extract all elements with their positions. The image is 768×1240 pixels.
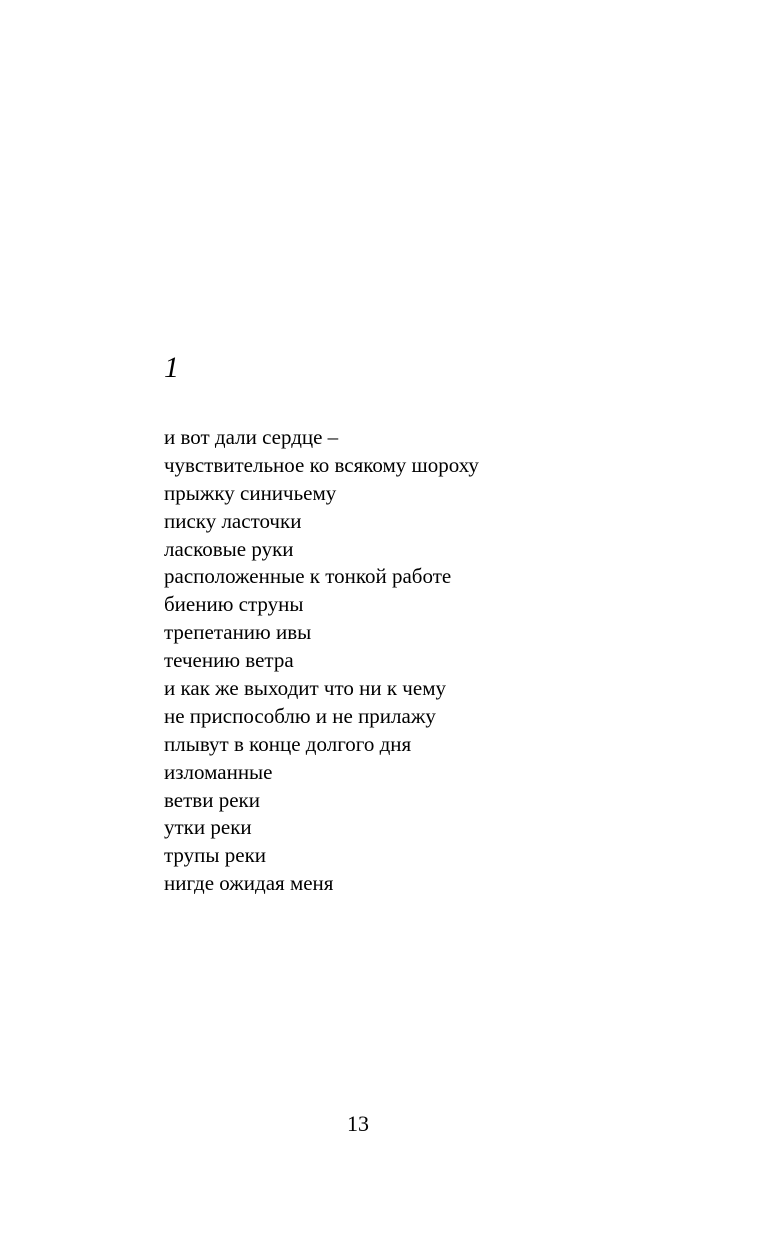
poem-line: биению струны — [164, 592, 304, 617]
poem-line: не приспособлю и не прилажу — [164, 703, 436, 728]
poem-line: и вот дали сердце – — [164, 425, 339, 449]
poem-line: трупы реки — [164, 843, 267, 868]
poem-line: ласковые руки — [164, 536, 294, 561]
poem-line: прыжку синичьему — [164, 480, 337, 505]
poem-line: расположенные к тонкой работе — [164, 564, 452, 589]
poem-line: изломанные — [164, 759, 273, 784]
poem-line: чувствительное ко всякому шороху — [164, 452, 479, 477]
poem-number: 1 — [164, 351, 179, 384]
poem-line: трепетанию ивы — [164, 620, 312, 645]
poem-line: ветви реки — [164, 787, 260, 812]
page-number: 13 — [347, 1111, 369, 1136]
poem-text — [164, 424, 724, 898]
poem-line: плывут в конце долгого дня — [164, 731, 412, 756]
poem-line: и как же выходит что ни к чему — [164, 676, 446, 701]
poem-line: писку ласточки — [164, 508, 302, 533]
poem-line: нигде ожидая меня — [164, 871, 334, 896]
poem-line: течению ветра — [164, 648, 294, 673]
poem-line: утки реки — [164, 815, 252, 840]
